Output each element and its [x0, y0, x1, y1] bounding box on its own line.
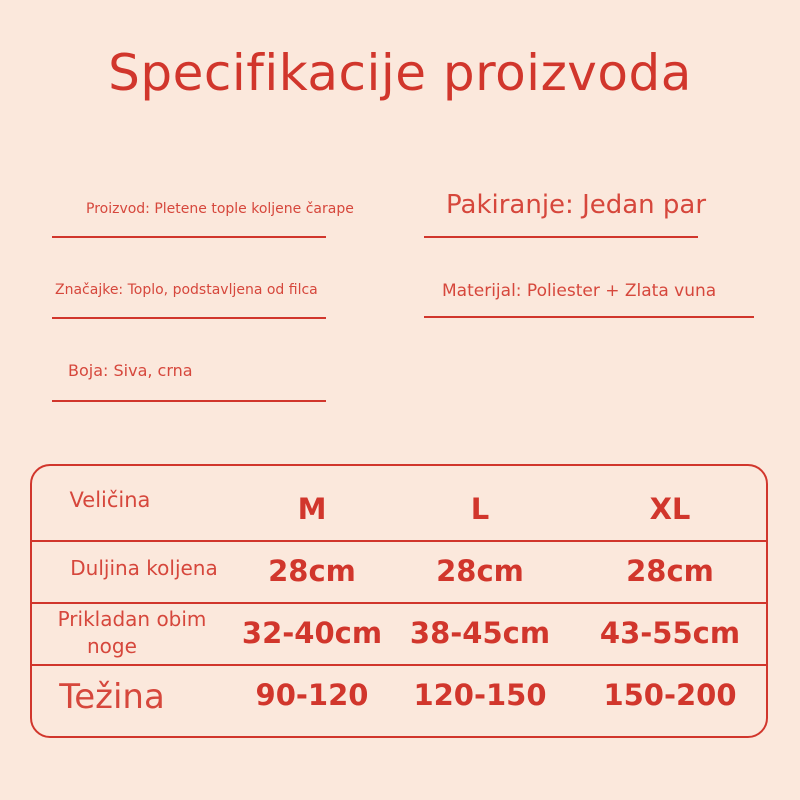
spec-feature-underline	[52, 317, 326, 319]
cell-weight-m: 90-120	[255, 678, 369, 712]
cell-leg-circumference-xl: 43-55cm	[599, 616, 741, 650]
header-size-l: L	[470, 492, 490, 526]
spec-feature: Značajke: Toplo, podstavljena od filca	[55, 282, 318, 298]
spec-packaging-underline	[424, 236, 698, 238]
spec-product: Proizvod: Pletene tople koljene čarape	[86, 201, 354, 217]
cell-weight-l: 120-150	[413, 678, 547, 712]
row-divider	[32, 602, 766, 604]
cell-leg-circumference-l: 38-45cm	[409, 616, 551, 650]
spec-material-underline	[424, 316, 754, 318]
cell-leg-circumference-m: 32-40cm	[241, 616, 383, 650]
cell-knee-length-xl: 28cm	[626, 554, 714, 588]
row-label-knee-length: Duljina koljena	[70, 556, 218, 580]
cell-knee-length-m: 28cm	[268, 554, 356, 588]
spec-material: Materijal: Poliester + Zlata vuna	[442, 281, 717, 301]
size-table	[30, 464, 768, 738]
row-label-weight: Težina	[59, 677, 165, 717]
header-size-m: M	[297, 492, 327, 526]
cell-weight-xl: 150-200	[603, 678, 737, 712]
header-size-xl: XL	[649, 492, 691, 526]
spec-color-underline	[52, 400, 326, 402]
row-label-line: Prikladan obim	[57, 607, 207, 631]
cell-knee-length-l: 28cm	[436, 554, 524, 588]
spec-packaging: Pakiranje: Jedan par	[446, 190, 707, 220]
spec-product-underline	[52, 236, 326, 238]
header-label: Veličina	[69, 488, 151, 512]
page-title: Specifikacije proizvoda	[108, 44, 692, 102]
row-label-line: noge	[87, 634, 137, 658]
spec-color: Boja: Siva, crna	[68, 361, 193, 380]
row-divider	[32, 664, 766, 666]
row-label-leg-circumference	[42, 606, 222, 660]
row-divider	[32, 540, 766, 542]
